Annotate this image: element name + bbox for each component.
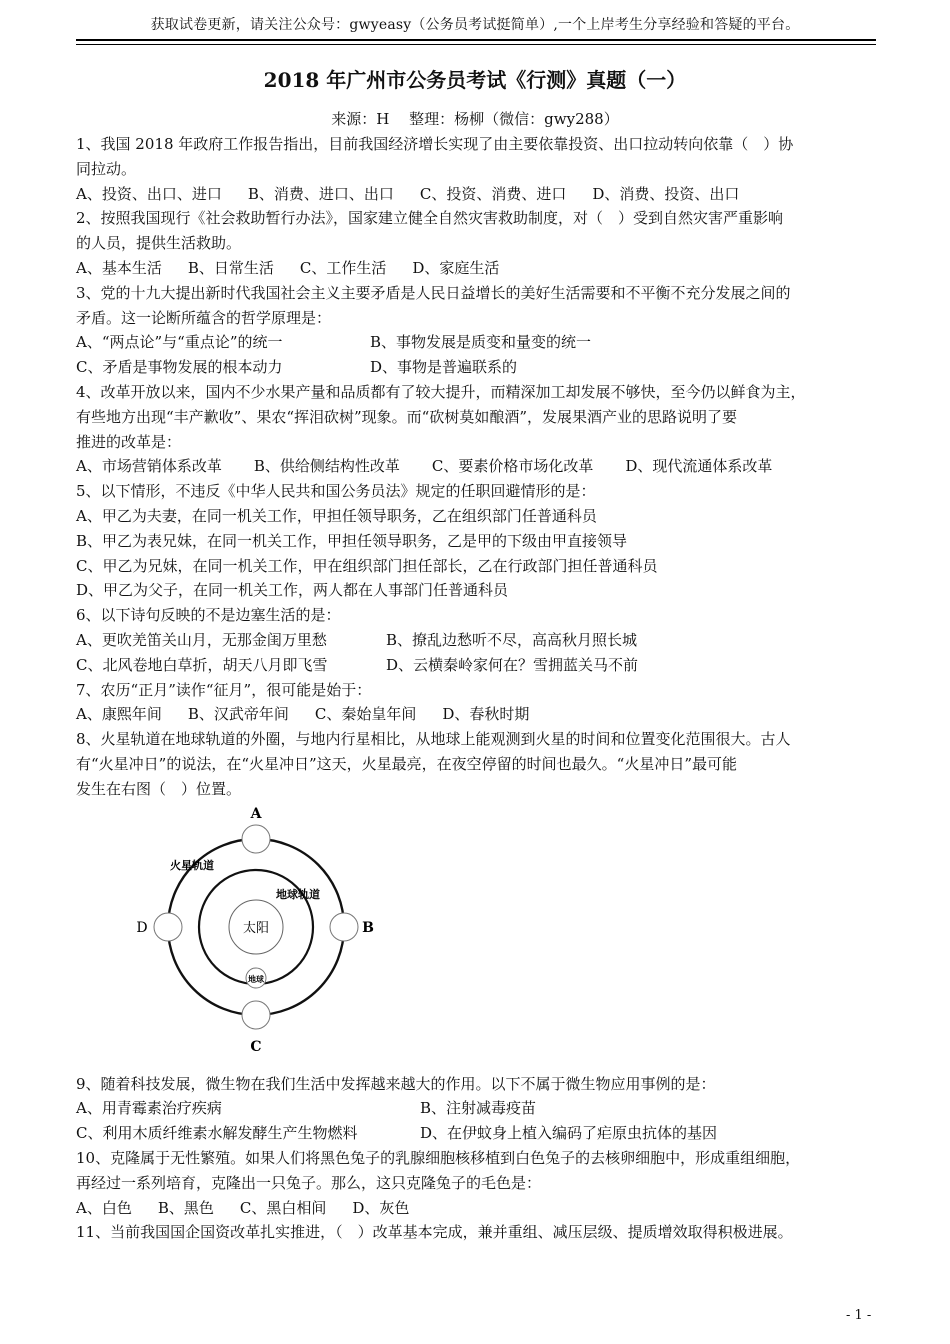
question-text: 再经过一系列培育，克隆出一只兔子。那么，这只克隆兔子的毛色是： [76, 1173, 542, 1192]
question-text: 推进的改革是： [76, 432, 182, 451]
question-text: 6、以下诗句反映的不是边塞生活的是： [76, 606, 341, 625]
question-text: 有些地方出现“丰产歉收”、果农“挥泪砍树”现象。而“砍树莫如酿酒”，发展果酒产业的思路说明了要 [76, 407, 738, 426]
question-11 [76, 1220, 884, 1245]
option-b: B、注射减毒疫苗 [420, 1099, 537, 1118]
option-a: A、投资、出口、进口 [76, 184, 222, 203]
header-rule-thick [76, 39, 876, 41]
page-title: 2018 年广州市公务员考试《行测》真题（一） [263, 68, 687, 92]
question-3 [76, 281, 884, 380]
option-b: B、黑色 [157, 1198, 214, 1217]
option-d: D、灰色 [352, 1198, 410, 1217]
option-row [76, 1121, 884, 1146]
option-d: D、事物是普遍联系的 [370, 358, 518, 377]
label-d: D [136, 919, 148, 936]
option-b: B、事物发展是质变和量变的统一 [370, 333, 592, 352]
question-text: 同拉动。 [76, 159, 137, 178]
question-text: 3、党的十九大提出新时代我国社会主义主要矛盾是人民日益增长的美好生活需要和不平衡不充分发展之间的 [76, 283, 791, 302]
question-9 [76, 1072, 884, 1146]
option-d: D、在伊蚊身上植入编码了疟原虫抗体的基因 [420, 1124, 718, 1143]
question-text: 11、当前我国国企国资改革扎实推进，（ ）改革基本完成，兼并重组、减压层级、提质增效取得积极进展。 [76, 1223, 793, 1242]
page-number: - 1 - [846, 1308, 872, 1323]
position-b-circle [330, 913, 358, 941]
question-text: 9、随着科技发展，微生物在我们生活中发挥越来越大的作用。以下不属于微生物应用事例的是： [76, 1074, 716, 1093]
option-row [76, 653, 884, 678]
question-text: 的人员，提供生活救助。 [76, 234, 242, 253]
orbit-diagram [76, 802, 884, 1072]
option-d: D、家庭生活 [412, 258, 500, 277]
question-text: 发生在右图（ ）位置。 [76, 779, 242, 798]
question-7 [76, 678, 884, 728]
question-8 [76, 727, 884, 801]
option-c: C、投资、消费、进口 [419, 184, 567, 203]
header-rule-thin [76, 44, 876, 45]
mars-orbit-label: 火星轨道 [170, 858, 214, 872]
question-text: 5、以下情形，不违反《中华人民共和国公务员法》规定的任职回避情形的是： [76, 482, 596, 501]
option-c: C、利用木质纤维素水解发酵生产生物燃料 [76, 1124, 358, 1143]
position-a-circle [242, 825, 270, 853]
option-a: A、“两点论”与“重点论”的统一 [76, 333, 283, 352]
option-d: D、云横秦岭家何在？雪拥蓝关马不前 [386, 655, 639, 674]
option-c: C、黑白相间 [239, 1198, 327, 1217]
option-c: C、秦始皇年间 [314, 705, 417, 724]
question-text: 4、改革开放以来，国内不少水果产量和品质都有了较大提升，而精深加工却发展不够快，至今仍以鲜食为主， [76, 382, 806, 401]
header-note: 获取试卷更新，请关注公众号：gwyeasy（公务员考试挺简单）,一个上岸考生分享经验和答疑的平台。 [150, 17, 800, 33]
option-b: B、日常生活 [187, 258, 274, 277]
question-list [76, 132, 884, 1245]
option-d: D、现代流通体系改革 [625, 457, 773, 476]
option-a: A、甲乙为夫妻，在同一机关工作，甲担任领导职务，乙在组织部门任普通科员 [76, 506, 597, 525]
question-text: 有“火星冲日”的说法，在“火星冲日”这天，火星最亮，在夜空停留的时间也最久。“火星冲日”最可能 [76, 754, 738, 773]
label-b: B [362, 919, 374, 936]
option-a: A、更吹羌笛关山月，无那金闺万里愁 [76, 630, 327, 649]
earth-label: 地球 [248, 974, 264, 984]
label-c: C [250, 1038, 262, 1055]
sun-label: 太阳 [242, 920, 270, 936]
question-text: 7、农历“正月”读作“征月”，很可能是始于： [76, 680, 372, 699]
option-b: B、汉武帝年间 [187, 705, 289, 724]
option-row [76, 454, 884, 479]
question-1 [76, 132, 884, 206]
question-text: 1、我国 2018 年政府工作报告指出，目前我国经济增长实现了由主要依靠投资、出口拉动转向依靠（ ）协 [76, 135, 794, 153]
option-a: A、康熙年间 [76, 705, 162, 724]
option-b: B、供给侧结构性改革 [253, 457, 400, 476]
option-d: D、春秋时期 [442, 705, 530, 724]
option-c: C、要素价格市场化改革 [431, 457, 594, 476]
question-5 [76, 479, 884, 603]
option-c: C、矛盾是事物发展的根本动力 [76, 358, 283, 377]
question-text: 2、按照我国现行《社会救助暂行办法》，国家建立健全自然灾害救助制度，对（ ）受到自然灾害严重影响 [76, 209, 784, 228]
option-row [76, 1096, 884, 1121]
position-d-circle [154, 913, 182, 941]
option-a: A、用青霉素治疗疾病 [76, 1099, 222, 1118]
earth-orbit-label: 地球轨道 [276, 887, 320, 901]
option-b: B、甲乙为表兄妹，在同一机关工作，甲担任领导职务，乙是甲的下级由甲直接领导 [76, 531, 628, 550]
question-6 [76, 603, 884, 677]
question-text: 10、克隆属于无性繁殖。如果人们将黑色兔子的乳腺细胞核移植到白色兔子的去核卵细胞中，形成重组细胞， [76, 1148, 801, 1167]
option-c: C、甲乙为兄妹，在同一机关工作，甲在组织部门担任部长，乙在行政部门担任普通科员 [76, 556, 658, 575]
question-text: 矛盾。这一论断所蕴含的哲学原理是： [76, 308, 332, 327]
option-c: C、北风卷地白草折，胡天八月即飞雪 [76, 655, 328, 674]
option-row [76, 355, 884, 380]
option-d: D、甲乙为父子，在同一机关工作，两人都在人事部门任普通科员 [76, 581, 509, 600]
option-row [76, 182, 884, 207]
option-row [76, 1196, 884, 1221]
source-line: 来源：H 整理：杨柳（微信：gwy288） [331, 110, 619, 128]
option-a: A、基本生活 [76, 258, 162, 277]
option-row [76, 628, 884, 653]
option-row [76, 256, 884, 281]
question-4 [76, 380, 884, 479]
option-c: C、工作生活 [299, 258, 387, 277]
option-d: D、消费、投资、出口 [592, 184, 740, 203]
option-row [76, 702, 884, 727]
option-row [76, 330, 884, 355]
option-b: B、消费、进口、出口 [247, 184, 394, 203]
question-10 [76, 1146, 884, 1220]
orbit-diagram-svg [132, 806, 392, 1061]
position-c-circle [242, 1001, 270, 1029]
option-b: B、撩乱边愁听不尽，高高秋月照长城 [386, 630, 638, 649]
option-a: A、白色 [76, 1198, 132, 1217]
label-a: A [250, 805, 262, 822]
question-2 [76, 206, 884, 280]
option-a: A、市场营销体系改革 [76, 457, 222, 476]
question-text: 8、火星轨道在地球轨道的外圈，与地内行星相比，从地球上能观测到火星的时间和位置变化范围很大。古人 [76, 730, 791, 749]
